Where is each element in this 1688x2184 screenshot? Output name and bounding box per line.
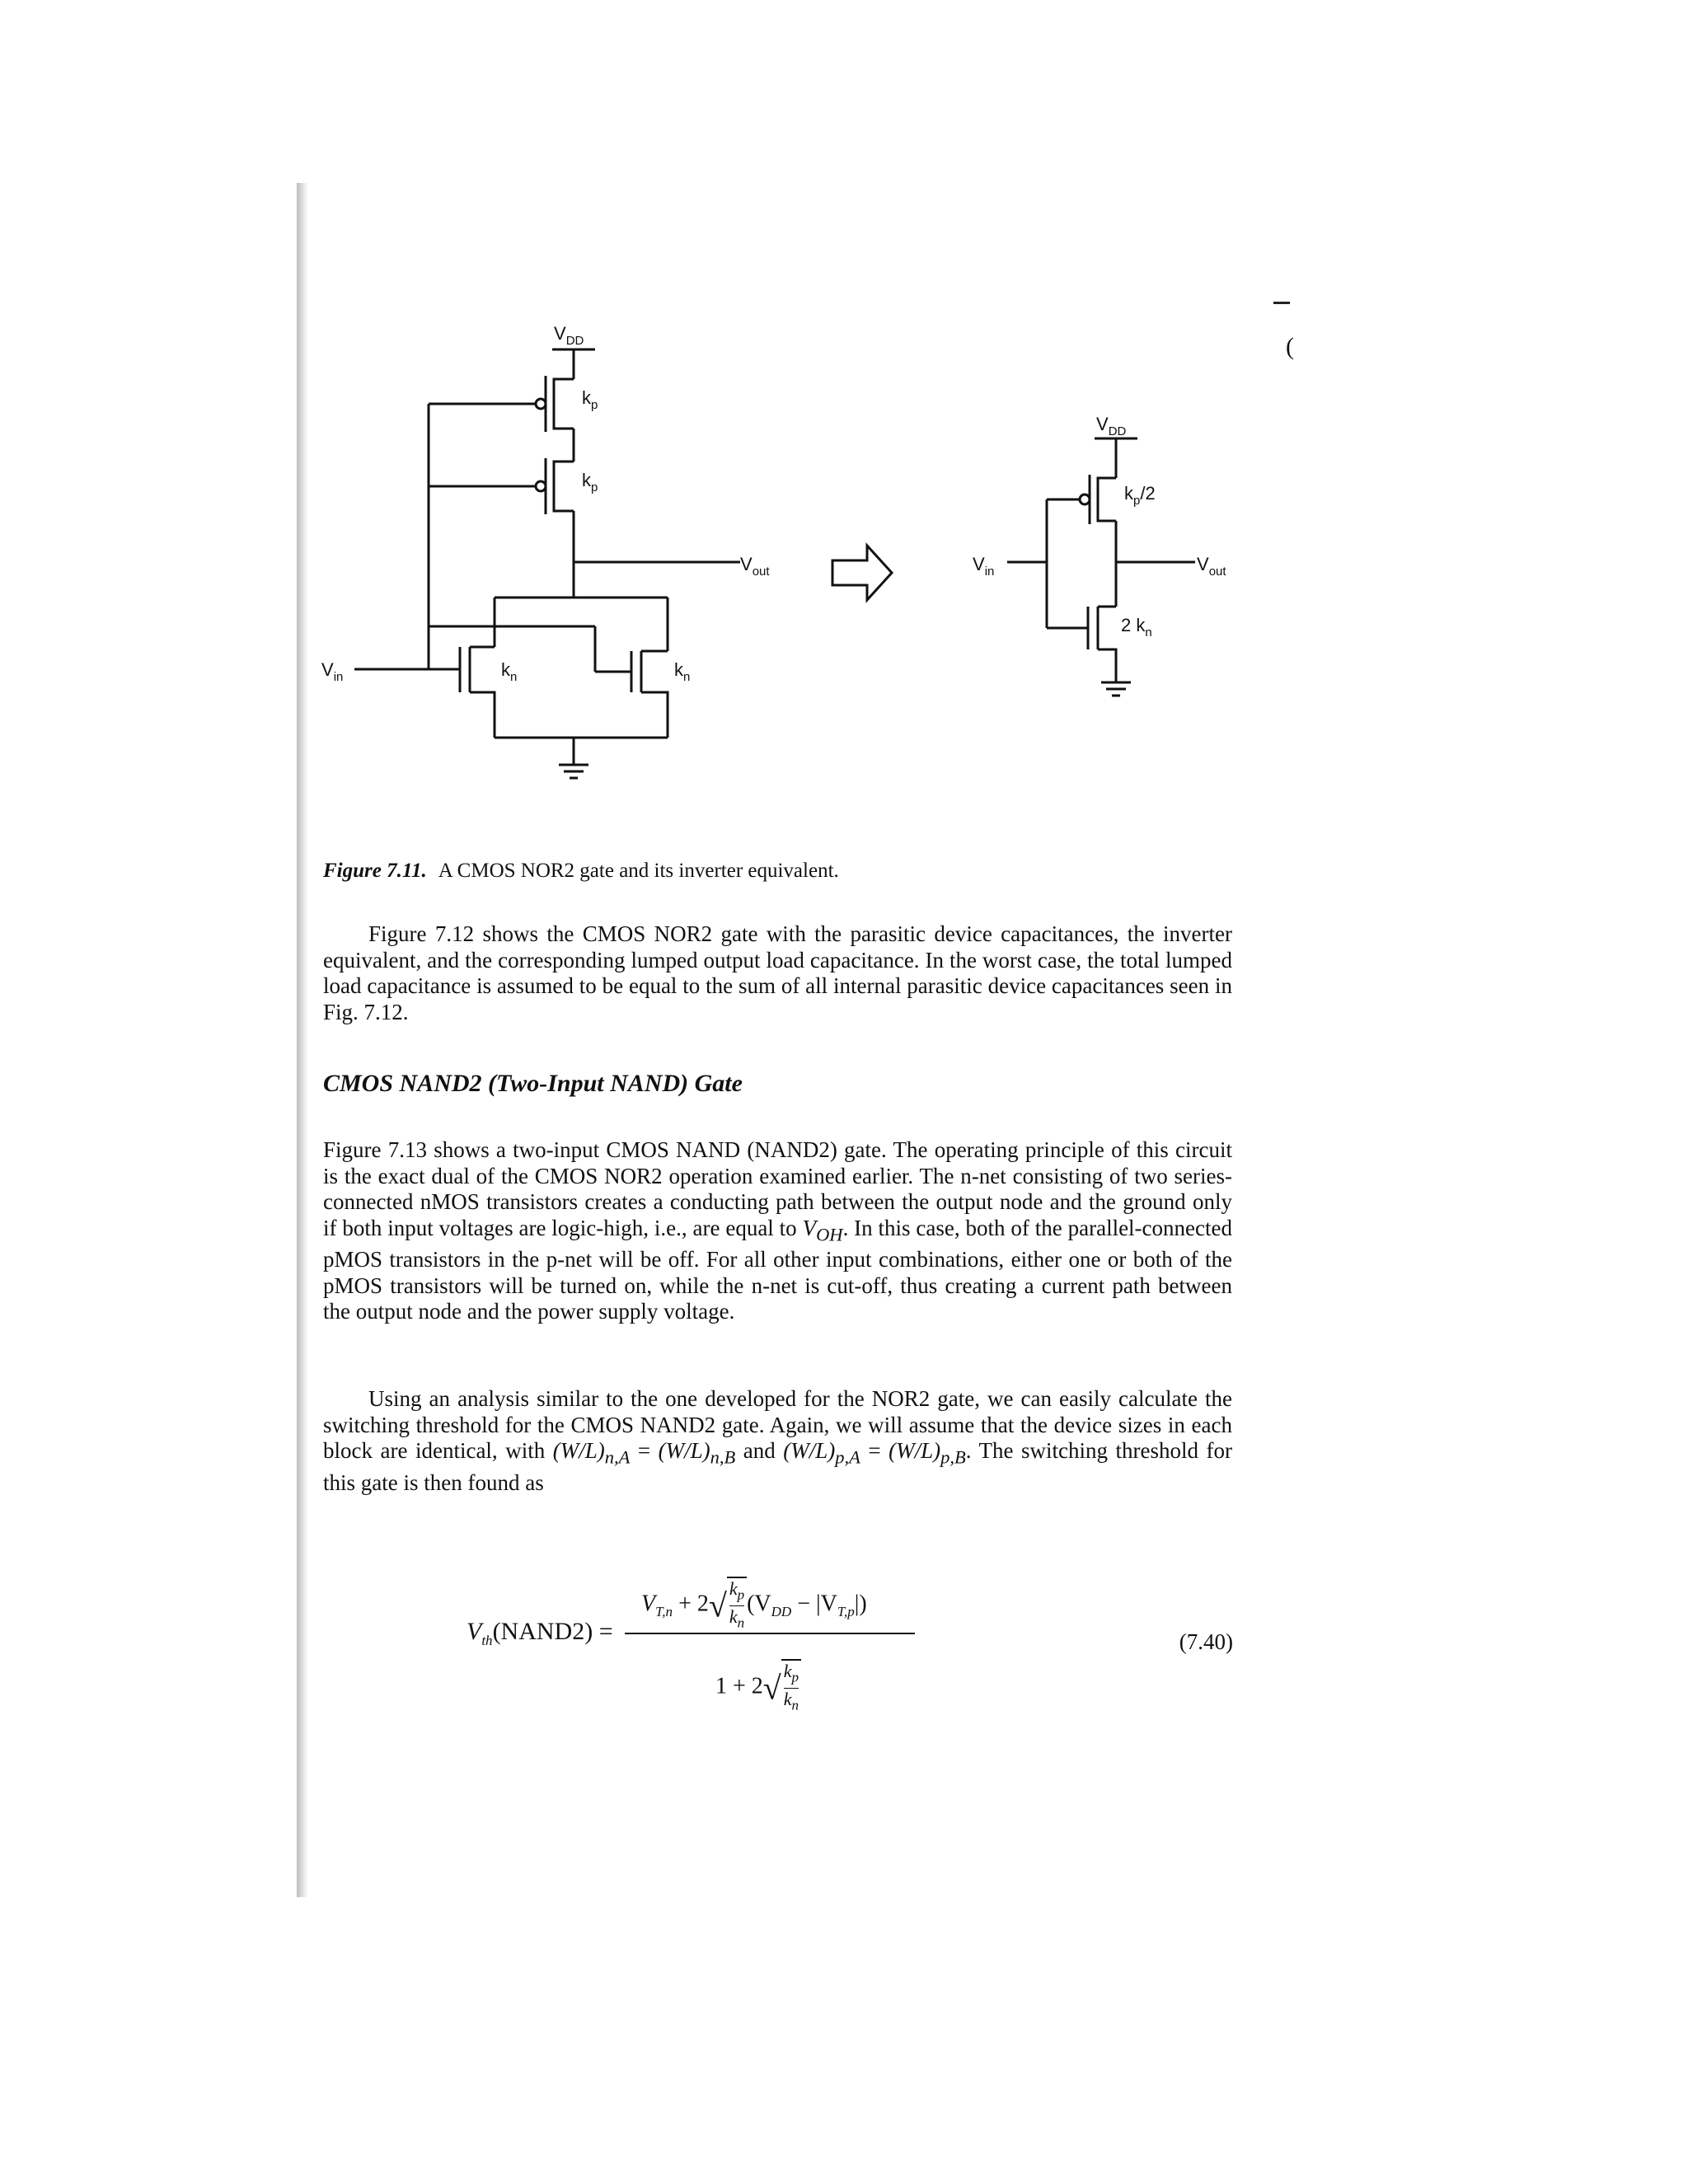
equation-numerator: $V_{T,n} + 2√$ $k_p$ $k_n$ $(V_{DD} - |V_{T,p}|)$	[641, 1577, 867, 1634]
vdd-label-2: $V_{DD}$	[1096, 414, 1127, 438]
equation-fraction	[625, 1560, 917, 1725]
equation-denominator: 1 + 2√ $k_p$ $k_n$	[715, 1659, 801, 1717]
section-heading: CMOS NAND2 (Two-Input NAND) Gate	[323, 1070, 743, 1097]
vin-label-1: $V_{in}$	[321, 659, 344, 684]
paragraph-nand2-description: Figure 7.13 shows a two-input CMOS NAND (NAND2) gate. The operating principle of this circuit is the exact dual of the CMOS NOR2 operation examined earlier. The n-net consisting of two series-connected nMOS transistors creates a conducting path between the output node and the ground only if both input voltages are logic-high, i.e., are equal to $V_{OH}$. In this case, both of the parallel-connected pMOS transistors in the p-net will be off. For all other input combinations, either one or both of the pMOS transistors will be turned on, while the n-net is cut-off, thus creating a current path between the output node and the power supply voltage.	[323, 1137, 1232, 1324]
margin-mark	[1273, 302, 1290, 304]
nor2-circuit-figure	[305, 313, 1261, 808]
kn-label-2: $k_n$	[674, 659, 691, 684]
fraction-bar	[625, 1633, 915, 1634]
figure-caption-label: Figure 7.11.	[323, 860, 427, 882]
margin-mark-paren: (	[1286, 333, 1294, 360]
vdd-label: $V_{DD}$	[554, 323, 584, 348]
kp-label-1: $k_p$	[582, 387, 598, 412]
vout-label-2: $V_{out}$	[1197, 554, 1226, 579]
equation-lhs: $V_{th}(NAND2)$ =	[467, 1618, 613, 1648]
figure-caption-text: A CMOS NOR2 gate and its inverter equivalent.	[438, 860, 839, 882]
kp-half-label: $k_p/2$	[1124, 483, 1156, 508]
equivalence-arrow	[832, 546, 892, 600]
kp-label-2: $k_p$	[582, 470, 598, 494]
two-kn-label: 2 $k_n$	[1121, 615, 1152, 640]
vout-label-1: $V_{out}$	[740, 554, 770, 579]
equation-7-40	[467, 1560, 1241, 1725]
vin-label-2: $V_{in}$	[973, 554, 995, 579]
kn-label-1: $k_n$	[501, 659, 518, 684]
paragraph-nor2-parasitics: Figure 7.12 shows the CMOS NOR2 gate with the parasitic device capacitances, the inverter equivalent, and the corresponding lumped output load capacitance. In the worst case, the total lumped load capacitance is assumed to be equal to the sum of all internal parasitic device capacitances seen in Fig. 7.12.	[323, 921, 1232, 1024]
figure-caption	[323, 860, 1230, 883]
equation-number: (7.40)	[1179, 1629, 1233, 1654]
paragraph-switching-threshold: Using an analysis similar to the one developed for the NOR2 gate, we can easily calculate the switching threshold for the CMOS NAND2 gate. Again, we will assume that the device sizes in each block are identical, with $(W/L)_{n,A} = (W/L)_{n,B}$ and $(W/L)_{p,A} = (W/L)_{p,B}$. The switching threshold for this gate is then found as	[323, 1386, 1233, 1495]
